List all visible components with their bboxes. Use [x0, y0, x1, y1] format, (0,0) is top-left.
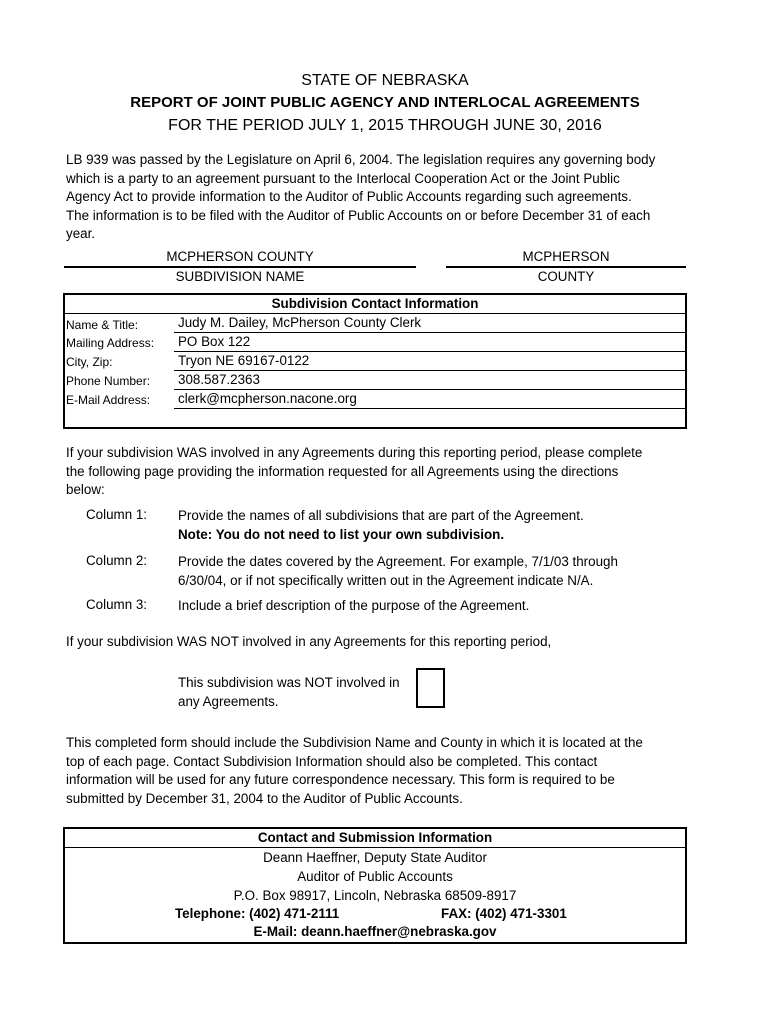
state-title: STATE OF NEBRASKA: [301, 72, 469, 89]
period-title: FOR THE PERIOD JULY 1, 2015 THROUGH JUNE 30, 2016: [168, 117, 602, 134]
fax: FAX: (402) 471-3301: [441, 906, 567, 921]
phone-number-field[interactable]: 308.587.2363: [178, 372, 260, 387]
not-involved-label: This subdivision was NOT involved in any Agreements.: [178, 675, 400, 709]
not-involved-intro: If your subdivision WAS NOT involved in any Agreements for this reporting period,: [66, 634, 552, 649]
mailing-address-label: Mailing Address:: [66, 336, 155, 350]
name-title-label: Name & Title:: [66, 318, 139, 332]
mailing-address-field[interactable]: PO Box 122: [178, 334, 251, 349]
submission-heading: Contact and Submission Information: [257, 830, 493, 845]
auditor-name: Deann Haeffner, Deputy State Auditor: [263, 850, 487, 865]
submission-divider: [64, 847, 686, 848]
phone-number-label: Phone Number:: [66, 374, 151, 388]
name-title-field[interactable]: Judy M. Dailey, McPherson County Clerk: [178, 315, 422, 330]
report-title: REPORT OF JOINT PUBLIC AGENCY AND INTERLOCAL AGREEMENTS: [130, 94, 640, 111]
telephone: Telephone: (402) 471-2111: [175, 906, 340, 921]
intro-paragraph: LB 939 was passed by the Legislature on April 6, 2004. The legislation requires any governing body which is a party to an agreement pursuant to the Interlocal Cooperation Act or the Joint Public Agency Act to provide information to the Auditor of Public Accounts regarding such agreements. The information is to be filed with the Auditor of Public Accounts on or before December 31 of each year.: [66, 152, 656, 241]
subdivision-name-underline: [64, 266, 416, 268]
subdivision-name-value[interactable]: MCPHERSON COUNTY: [166, 249, 314, 264]
column-1-note: Note: You do not need to list your own subdivision.: [178, 526, 505, 542]
column-3-instructions: Include a brief description of the purpose of the Agreement.: [178, 598, 530, 613]
submission-email[interactable]: E-Mail: deann.haeffner@nebraska.gov: [253, 924, 497, 939]
email-address-label: E-Mail Address:: [66, 393, 151, 407]
county-value[interactable]: MCPHERSON: [522, 249, 610, 264]
city-zip-label: City, Zip:: [66, 355, 113, 369]
column-2-instructions: Provide the dates covered by the Agreement. For example, 7/1/03 through 6/30/04, or if not specifically written out in the Agreement indicate N/A.: [178, 554, 618, 588]
county-label: COUNTY: [537, 269, 595, 284]
column-1-instructions: Provide the names of all subdivisions that are part of the Agreement. Note: You do not need to list your own subdivision.: [178, 507, 678, 544]
field-underline: [174, 389, 686, 390]
auditor-address: P.O. Box 98917, Lincoln, Nebraska 68509-8917: [233, 888, 517, 903]
field-underline: [174, 351, 686, 352]
subdivision-name-label: SUBDIVISION NAME: [175, 269, 305, 284]
city-zip-field[interactable]: Tryon NE 69167-0122: [178, 353, 310, 368]
contact-divider: [64, 313, 686, 314]
field-underline: [174, 370, 686, 371]
involved-paragraph: If your subdivision WAS involved in any Agreements during this reporting period, please complete the following page providing the information requested for all Agreements using the directions below:: [66, 445, 643, 497]
column-3-label: Column 3:: [86, 597, 148, 612]
completion-paragraph: This completed form should include the Subdivision Name and County in which it is located at the top of each page. Contact Subdivision Information should also be completed. This contact information will be used for any future correspondence necessary. This form is required to be submitted by December 31, 2004 to the Auditor of Public Accounts.: [66, 735, 643, 806]
field-underline: [174, 332, 686, 333]
not-involved-checkbox[interactable]: [416, 668, 445, 708]
field-underline: [174, 408, 686, 409]
county-underline: [446, 266, 686, 268]
column-2-label: Column 2:: [86, 553, 148, 568]
contact-info-heading: Subdivision Contact Information: [271, 296, 479, 311]
auditor-office: Auditor of Public Accounts: [297, 869, 453, 884]
email-address-field[interactable]: clerk@mcpherson.nacone.org: [178, 391, 357, 406]
column-1-label: Column 1:: [86, 507, 148, 522]
